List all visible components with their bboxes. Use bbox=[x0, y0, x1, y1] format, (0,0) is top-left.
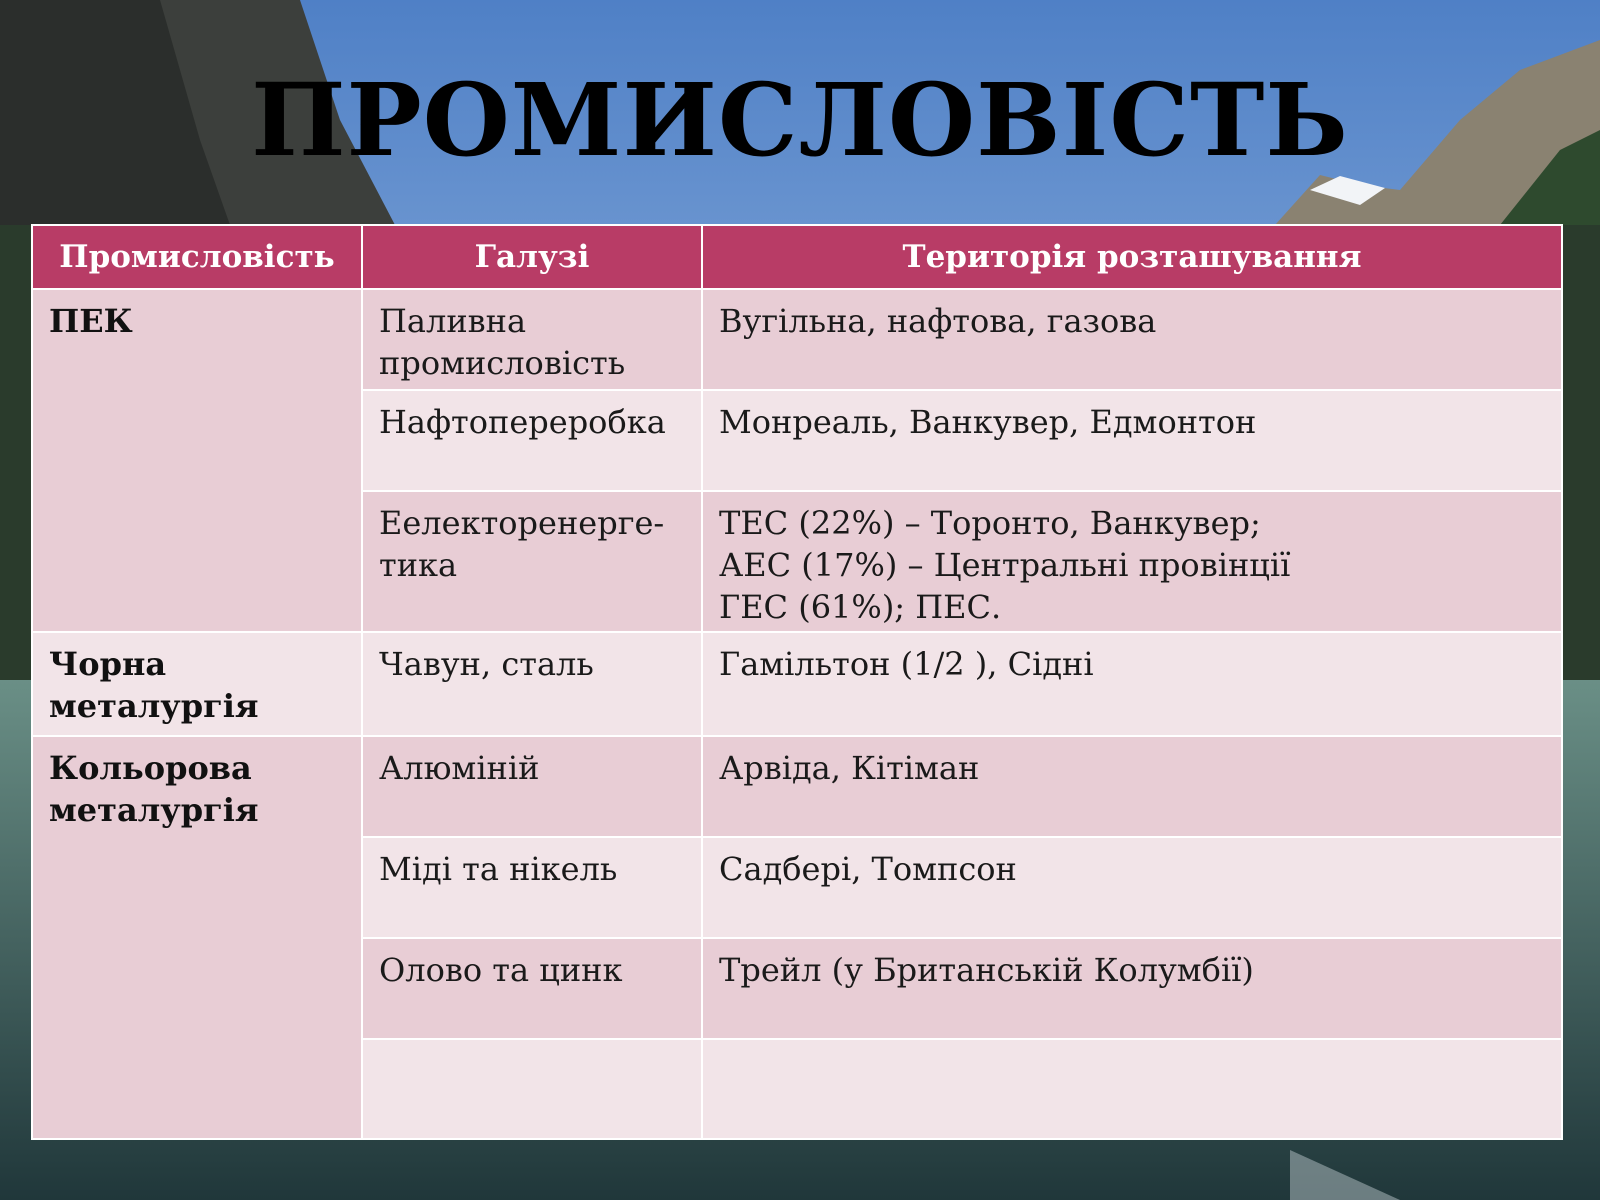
territory-cell: Вугільна, нафтова, газова bbox=[702, 289, 1562, 390]
category-cell-pek: ПЕК bbox=[32, 289, 362, 632]
branch-cell: Паливна промисловість bbox=[362, 289, 702, 390]
territory-cell: Монреаль, Ванкувер, Едмонтон bbox=[702, 390, 1562, 491]
branch-cell: Чавун, сталь bbox=[362, 632, 702, 736]
slide-title: ПРОМИСЛОВІСТЬ bbox=[251, 61, 1349, 179]
table-row bbox=[32, 736, 1562, 837]
branch-cell bbox=[362, 1039, 702, 1139]
branch-cell: Еелекторенерге- тика bbox=[362, 491, 702, 632]
category-cell-ferrous: Чорна металургія bbox=[32, 632, 362, 736]
branch-cell: Олово та цинк bbox=[362, 938, 702, 1039]
header-industry: Промисловість bbox=[32, 225, 362, 289]
branch-cell: Міді та нікель bbox=[362, 837, 702, 938]
territory-cell: Арвіда, Кітіман bbox=[702, 736, 1562, 837]
table-row bbox=[32, 289, 1562, 390]
category-cell-nonferrous: Кольорова металургія bbox=[32, 736, 362, 1139]
branch-cell: Нафтопереробка bbox=[362, 390, 702, 491]
territory-cell: ТЕС (22%) – Торонто, Ванкувер; АЕС (17%) – Центральні провінції ГЕС (61%); ПЕС. bbox=[702, 491, 1562, 632]
branch-cell: Алюміній bbox=[362, 736, 702, 837]
header-territory: Територія розташування bbox=[702, 225, 1562, 289]
territory-cell: Гамільтон (1/2 ), Сідні bbox=[702, 632, 1562, 736]
industry-table bbox=[31, 224, 1563, 1140]
territory-cell: Трейл (у Британській Колумбії) bbox=[702, 938, 1562, 1039]
header-row bbox=[32, 225, 1562, 289]
table-row bbox=[32, 632, 1562, 736]
territory-cell: Садбері, Томпсон bbox=[702, 837, 1562, 938]
territory-cell bbox=[702, 1039, 1562, 1139]
header-branches: Галузі bbox=[362, 225, 702, 289]
